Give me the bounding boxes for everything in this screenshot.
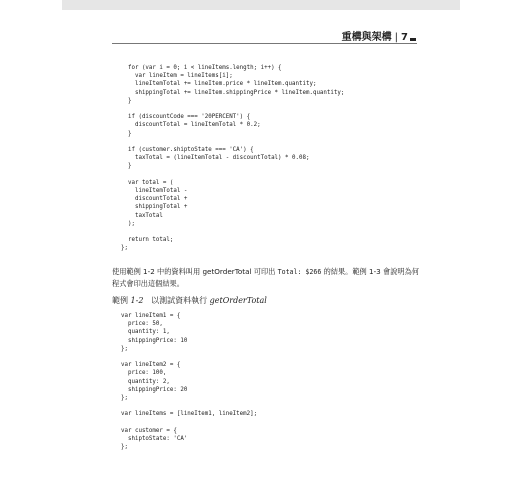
paragraph-text-1: 使用範例 1-2 中的資料叫用 getOrderTotal 可印出: [112, 267, 278, 276]
body-paragraph: [112, 266, 424, 290]
top-scan-strip: [62, 0, 460, 10]
caption-function-name: getOrderTotal: [209, 296, 267, 305]
running-header-title: [342, 28, 416, 43]
running-header: [112, 28, 416, 42]
caption-number: 1-2: [130, 296, 144, 305]
code-block-test-data: var lineItem1 = { price: 50, quantity: 1, shippingPrice: 10 }; var lineItem2 = { price: 100, quantity: 2, shippingPrice: 20 }; var lineItems = [lineItem1, lineItem2]; var customer = { shiptoState: 'CA' };: [121, 313, 258, 451]
example-caption: [112, 295, 267, 306]
chapter-title: 重構與架構: [341, 32, 392, 43]
header-mark: [410, 38, 416, 41]
header-separator: |: [394, 32, 399, 43]
code-block-order-total: for (var i = 0; i < lineItems.length; i++) { var lineItem = lineItems[i]; lineItemTotal += lineItem.price * lineItem.quantity; shippingTotal += lineItem.shippingPrice * lineItem.quantity; } if (discountCode === '20PERCENT') { discountTotal = lineItemTotal * 0.2; } if (customer.shiptoState === 'CA') { taxTotal = (lineItemTotal - discountTotal) * 0.08; } var total = ( lineItemTotal - discountTotal + shippingTotal + taxTotal ); return total; };: [121, 65, 345, 252]
caption-label: 範例: [112, 296, 128, 305]
paragraph-inline-code: Total: $266: [277, 268, 322, 276]
page-number: 7: [401, 32, 408, 43]
header-rule: [112, 43, 417, 44]
caption-text: 以測試資料執行: [151, 296, 208, 305]
paragraph-text-2: 的結果。範例 1-3 會說明為何程式會印出這個結果。: [112, 267, 419, 288]
